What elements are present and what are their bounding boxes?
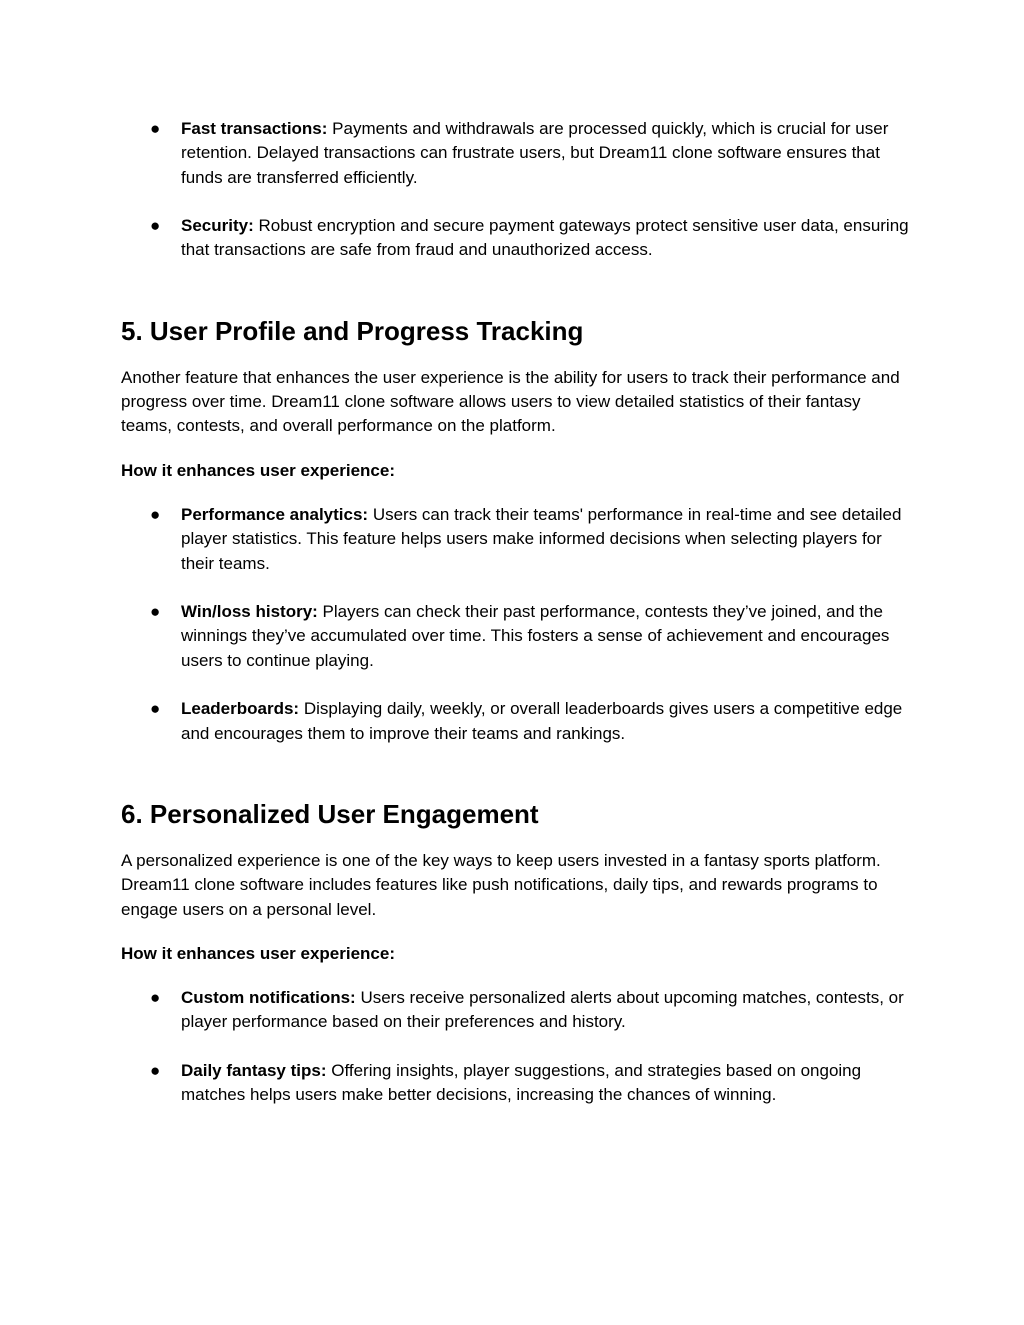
list-item-text: Displaying daily, weekly, or overall leaderboards gives users a competitive edge and encourages them to improve their teams and rankings. <box>181 699 903 743</box>
bullet-icon: ● <box>150 504 161 524</box>
document-content <box>121 117 911 1108</box>
list-item <box>121 214 911 263</box>
list-item-text: Users can track their teams' performance in real-time and see detailed player statistics. This feature helps users make informed decisions when selecting players for their teams. <box>181 504 902 573</box>
bullet-icon: ● <box>150 988 161 1008</box>
list-item-term: Security: <box>181 216 254 236</box>
list-item-text: Players can check their past performance, contests they’ve joined, and the winnings they’ve accumulated over time. This fosters a sense of achievement and encourages users to continue playing. <box>181 602 890 670</box>
list-item-term: Leaderboards: <box>181 699 300 719</box>
list-item <box>121 503 911 576</box>
list-item-term: Performance analytics: <box>181 504 369 524</box>
list-item <box>121 697 911 746</box>
bullet-icon: ● <box>150 602 161 622</box>
list-item <box>121 1059 911 1108</box>
bullet-icon: ● <box>150 1061 161 1081</box>
list-item <box>121 600 911 673</box>
bullet-icon: ● <box>150 119 161 138</box>
section-6-heading: 6. Personalized User Engagement <box>121 798 539 829</box>
section-6-paragraph: A personalized experience is one of the key ways to keep users invested in a fantasy sports platform. Dream11 clone software includes features like push notifications, daily tips, and rewards programs to engage users on a personal level. <box>121 850 881 919</box>
section-5-bullet-list <box>121 503 911 746</box>
bullet-icon: ● <box>150 699 161 719</box>
section-6-bullet-list <box>121 986 911 1107</box>
list-item-term: Custom notifications: <box>181 988 356 1008</box>
list-item-text: Payments and withdrawals are processed quickly, which is crucial for user retention. Delayed transactions can frustrate users, but Dream11 clone software ensures that funds are transferred efficiently. <box>181 119 889 187</box>
bullet-icon: ● <box>150 216 161 236</box>
list-item-term: Fast transactions: <box>181 119 328 138</box>
list-item-text: Users receive personalized alerts about upcoming matches, contests, or player performance based on their preferences and history. <box>181 988 904 1032</box>
section-5-paragraph: Another feature that enhances the user experience is the ability for users to track their performance and progress over time. Dream11 clone software allows users to view detailed statistics of their fantasy teams, contests, and overall performance on the platform. <box>121 367 900 436</box>
list-item-text: Offering insights, player suggestions, and strategies based on ongoing matches helps users make better decisions, increasing the chances of winning. <box>181 1061 862 1105</box>
section-6-subheading: How it enhances user experience: <box>121 943 395 963</box>
list-item <box>121 117 911 190</box>
list-item-term: Win/loss history: <box>181 602 318 622</box>
list-item-text: Robust encryption and secure payment gateways protect sensitive user data, ensuring that transactions are safe from fraud and unauthorized access. <box>181 216 909 260</box>
section-5-heading: 5. User Profile and Progress Tracking <box>121 315 584 346</box>
section-5-subheading: How it enhances user experience: <box>121 460 395 480</box>
list-item-term: Daily fantasy tips: <box>181 1061 327 1081</box>
intro-bullet-list <box>121 117 911 263</box>
list-item <box>121 986 911 1035</box>
